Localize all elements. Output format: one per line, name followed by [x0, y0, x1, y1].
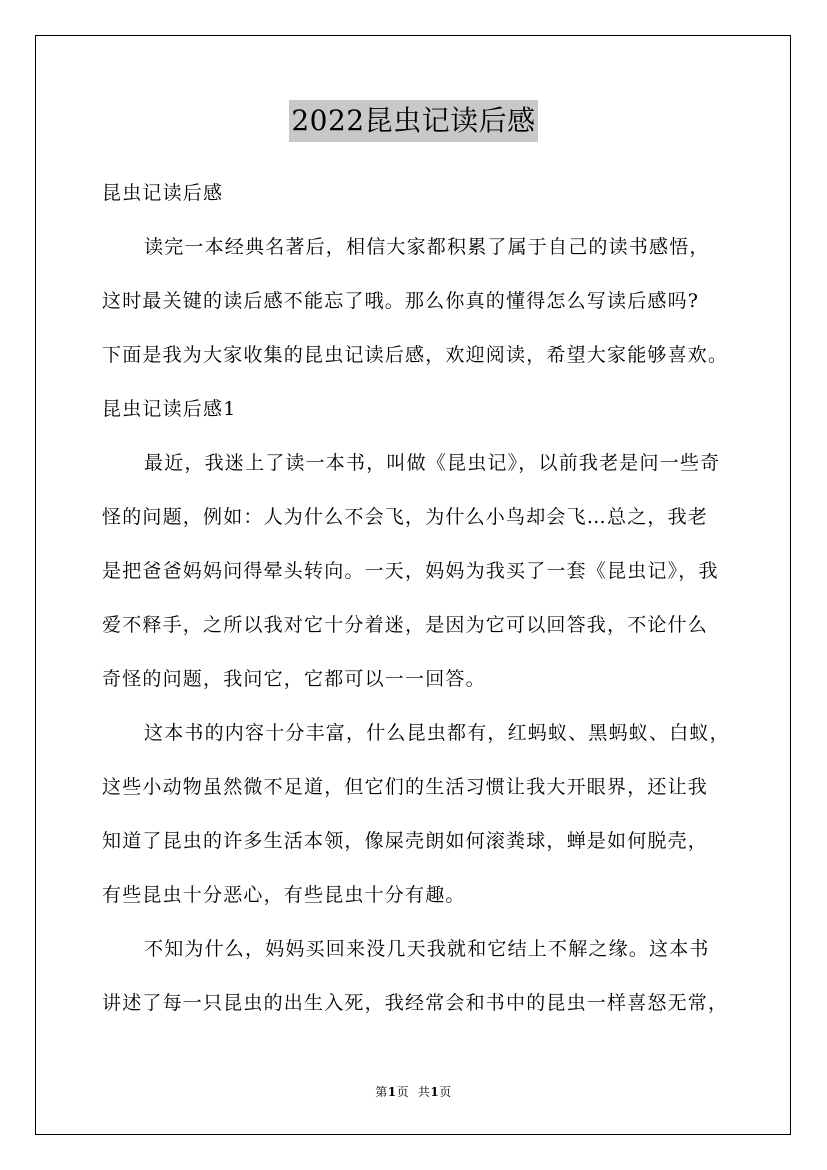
total-prefix: 共 [417, 1085, 431, 1099]
title-container [0, 100, 827, 142]
document-title: 2022昆虫记读后感 [289, 100, 537, 142]
paragraph-line: 是把爸爸妈妈问得晕头转向。一天，妈妈为我买了一套《昆虫记》，我 [102, 560, 719, 582]
paragraph-line: 最近，我迷上了读一本书，叫做《昆虫记》，以前我老是问一些奇 [144, 452, 721, 474]
paragraph-line: 爱不释手，之所以我对它十分着迷，是因为它可以回答我，不论什么 [102, 614, 709, 636]
section-heading: 昆虫记读后感1 [102, 398, 237, 420]
paragraph-line: 读完一本经典名著后，相信大家都积累了属于自己的读书感悟， [144, 236, 710, 258]
paragraph-line: 不知为什么，妈妈买回来没几天我就和它结上不解之缘。这本书 [144, 938, 710, 960]
paragraph-line: 这本书的内容十分丰富，什么昆虫都有，红蚂蚁、黑蚂蚁、白蚁， [144, 722, 730, 744]
page-footer [0, 1083, 827, 1100]
paragraph-line: 知道了昆虫的许多生活本领，像屎壳朗如何滚粪球，蝉是如何脱壳， [102, 830, 709, 852]
paragraph-line: 这时最关键的读后感不能忘了哦。那么你真的懂得怎么写读后感吗? [102, 290, 700, 312]
paragraph-line: 有些昆虫十分恶心，有些昆虫十分有趣。 [102, 884, 466, 906]
paragraph-line: 这些小动物虽然微不足道，但它们的生活习惯让我大开眼界，还让我 [102, 776, 709, 798]
section-heading: 昆虫记读后感 [102, 182, 224, 204]
page-suffix: 页 [396, 1085, 410, 1099]
document-body [102, 177, 742, 1041]
paragraph-line: 怪的问题，例如：人为什么不会飞，为什么小鸟却会飞…总之，我老 [102, 506, 709, 528]
total-suffix: 页 [439, 1085, 452, 1099]
paragraph-line: 下面是我为大家收集的昆虫记读后感，欢迎阅读，希望大家能够喜欢。 [102, 344, 729, 366]
page-number: 1 [387, 1085, 397, 1099]
paragraph-line: 奇怪的问题，我问它，它都可以一一回答。 [102, 668, 486, 690]
page-prefix: 第 [375, 1085, 388, 1099]
total-pages: 1 [430, 1085, 440, 1099]
paragraph-line: 讲述了每一只昆虫的出生入死，我经常会和书中的昆虫一样喜怒无常， [102, 992, 729, 1014]
